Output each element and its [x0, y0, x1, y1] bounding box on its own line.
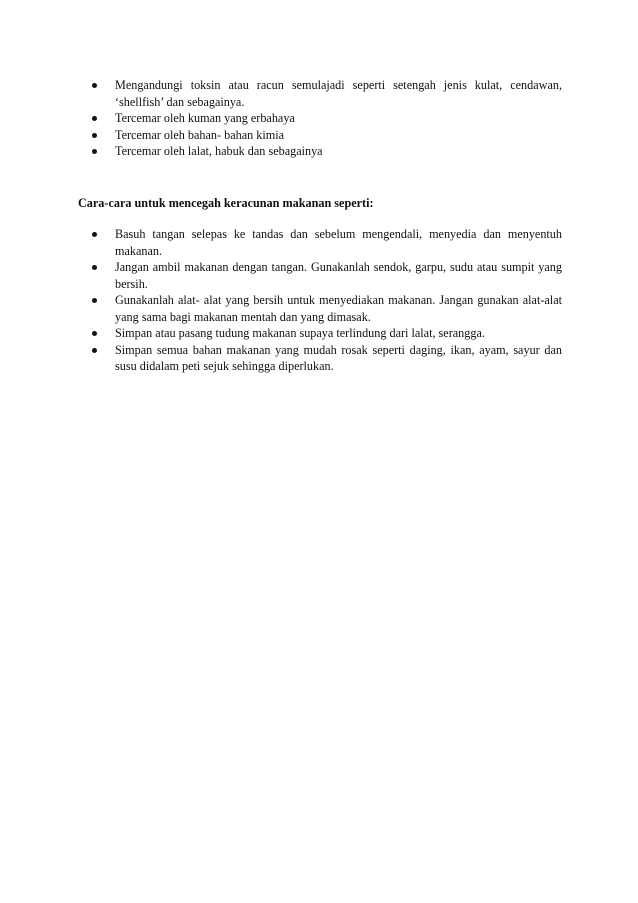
- bullet-icon: [92, 348, 97, 353]
- list-item-text: Simpan semua bahan makanan yang mudah rosak seperti daging, ikan, ayam, sayur dan susu didalam peti sejuk sehingga diperlukan.: [115, 342, 562, 373]
- list-item: [92, 342, 562, 375]
- list-item: [92, 110, 562, 127]
- list-item-text: Mengandungi toksin atau racun semulajadi seperti setengah jenis kulat, cendawan, ‘shellfish’ dan sebagainya.: [115, 78, 562, 109]
- list-item-text: Tercemar oleh bahan- bahan kimia: [115, 127, 285, 142]
- list-item: [92, 143, 562, 160]
- section-heading: Cara-cara untuk mencegah keracunan makanan seperti:: [78, 196, 374, 210]
- list-item: [92, 77, 562, 110]
- list-item-text: Jangan ambil makanan dengan tangan. Gunakanlah sendok, garpu, sudu atau sumpit yang bersih.: [115, 260, 562, 291]
- bullet-icon: [92, 133, 97, 138]
- bullet-icon: [92, 116, 97, 121]
- bullet-icon: [92, 232, 97, 237]
- contamination-causes-list: [92, 77, 562, 160]
- bullet-icon: [92, 83, 97, 88]
- list-item-text: Tercemar oleh kuman yang erbahaya: [115, 111, 295, 125]
- list-item-text: Gunakanlah alat- alat yang bersih untuk menyediakan makanan. Jangan gunakan alat-alat yang sama bagi makanan mentah dan yang dimasak.: [115, 293, 562, 324]
- list-item: [92, 127, 562, 144]
- bullet-icon: [92, 265, 97, 270]
- bullet-icon: [92, 298, 97, 303]
- list-item-text: Simpan atau pasang tudung makanan supaya terlindung dari lalat, serangga.: [115, 326, 485, 340]
- prevention-steps-list: [92, 226, 562, 375]
- list-item: [92, 325, 562, 342]
- list-item: [92, 259, 562, 292]
- list-item-text: Tercemar oleh lalat, habuk dan sebagainya: [115, 144, 323, 158]
- list-item: [92, 292, 562, 325]
- list-item-text: Basuh tangan selepas ke tandas dan sebelum mengendali, menyedia dan menyentuh makanan.: [115, 227, 562, 258]
- bullet-icon: [92, 149, 97, 154]
- bullet-icon: [92, 331, 97, 336]
- list-item: [92, 226, 562, 259]
